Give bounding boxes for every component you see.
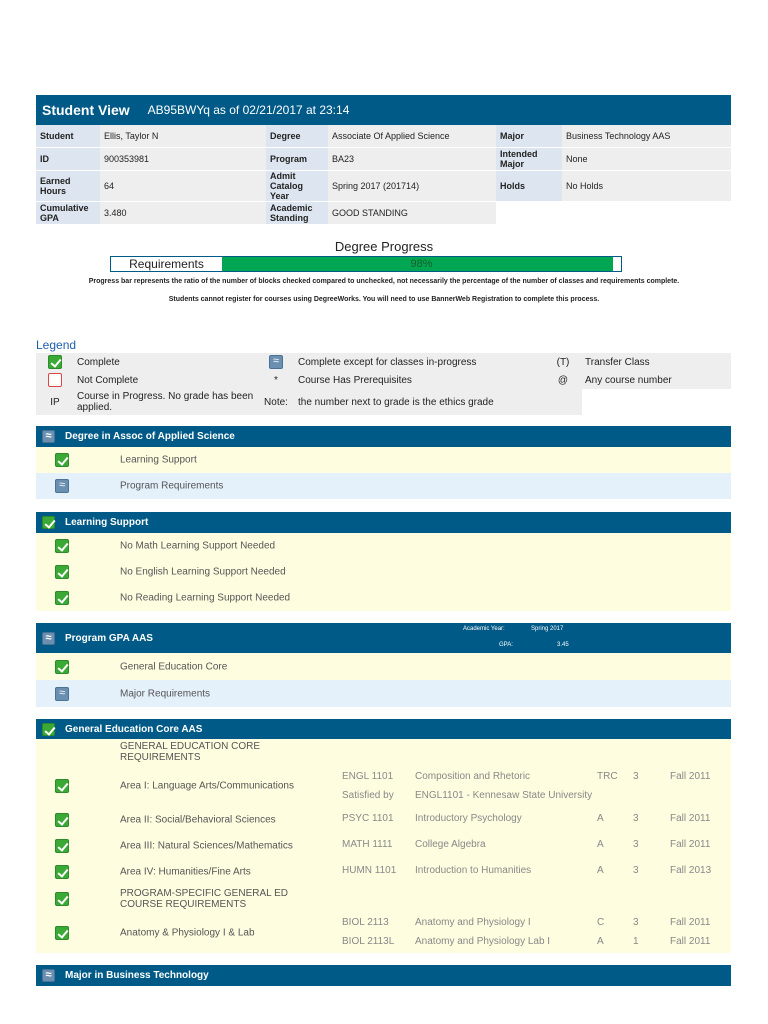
legend-empty <box>582 389 731 415</box>
major-value: Business Technology AAS <box>562 125 731 148</box>
approx-icon: ≈ <box>42 969 55 982</box>
empty-cell <box>496 202 562 225</box>
section-label: GENERAL EDUCATION CORE REQUIREMENTS <box>120 741 261 763</box>
empty-cell <box>562 202 731 225</box>
approx-icon: ≈ <box>55 687 69 701</box>
requirement-label: No Math Learning Support Needed <box>120 540 276 552</box>
satisfied-by-label: Satisfied by <box>342 790 394 801</box>
note-label: Note: <box>257 389 295 415</box>
requirement-row-anatomy <box>36 913 731 953</box>
course-grade: A <box>597 936 604 947</box>
section-label-row <box>36 739 731 765</box>
check-icon <box>55 779 69 793</box>
legend-prereq: Course Has Prerequisites <box>295 371 544 389</box>
course-term: Fall 2011 <box>670 917 711 928</box>
legend-complete-except: Complete except for classes in-progress <box>295 353 544 371</box>
course-credits: 1 <box>633 936 639 947</box>
check-icon <box>55 539 69 553</box>
requirement-label: Major Requirements <box>120 688 211 699</box>
requirement-row <box>36 653 731 680</box>
course-credits: 3 <box>633 917 639 928</box>
gpa-value: 3.480 <box>100 202 266 225</box>
requirement-label: No Reading Learning Support Needed <box>120 592 291 604</box>
legend-not-complete: Not Complete <box>74 371 257 389</box>
prereq-symbol: * <box>257 371 295 389</box>
approx-icon: ≈ <box>42 632 55 645</box>
check-icon <box>42 516 55 529</box>
check-icon <box>55 565 69 579</box>
earned-hours-label: Earned Hours <box>36 171 100 202</box>
program-gpa-value: 3.45 <box>557 642 569 648</box>
check-icon <box>55 892 69 906</box>
course-credits: 3 <box>633 813 639 824</box>
requirement-row <box>36 585 731 611</box>
standing-label: Academic Standing <box>266 202 328 225</box>
check-icon <box>55 660 69 674</box>
transfer-symbol: (T) <box>544 353 582 371</box>
course-number: PSYC 1101 <box>342 813 394 824</box>
check-icon <box>55 839 69 853</box>
intended-major-label: Intended Major <box>496 148 562 171</box>
block-title: Major in Business Technology <box>65 970 209 981</box>
block-title: Degree in Assoc of Applied Science <box>65 431 235 442</box>
section-label-row <box>36 885 731 913</box>
progress-percent: 98% <box>410 258 433 270</box>
gpa-label: Cumulative GPA <box>36 202 100 225</box>
registration-note: Students cannot register for courses using DegreeWorks. You will need to use BannerWeb Registration to complete this process. <box>168 296 600 303</box>
program-label: Program <box>266 148 328 171</box>
requirements-label: Requirements <box>129 257 204 271</box>
program-gpa-label: GPA: <box>499 642 513 648</box>
program-value: BA23 <box>328 148 496 171</box>
legend-transfer: Transfer Class <box>582 353 731 371</box>
section-label: PROGRAM-SPECIFIC GENERAL ED COURSE REQUIREMENTS <box>120 888 288 910</box>
course-title: Anatomy and Physiology I <box>415 917 531 928</box>
course-title: Introductory Psychology <box>415 813 522 824</box>
intended-major-value: None <box>562 148 731 171</box>
course-title: Anatomy and Physiology Lab I <box>415 936 551 947</box>
requirement-label: Area IV: Humanities/Fine Arts <box>120 866 251 878</box>
block-title: General Education Core AAS <box>65 723 203 735</box>
course-number: BIOL 2113 <box>342 917 389 928</box>
degree-label: Degree <box>266 125 328 148</box>
course-credits: 3 <box>633 839 639 850</box>
check-icon <box>55 926 69 940</box>
block-title: Program GPA AAS <box>65 632 153 644</box>
block-header-degree[interactable] <box>36 426 731 447</box>
course-term: Fall 2011 <box>670 771 711 782</box>
student-value: Ellis, Taylor N <box>100 125 266 148</box>
requirement-row <box>36 559 731 585</box>
course-grade: A <box>597 839 604 850</box>
course-grade: TRC <box>597 771 618 782</box>
block-header-gen-ed[interactable] <box>36 719 731 739</box>
legend-any-course: Any course number <box>582 371 731 389</box>
id-label: ID <box>36 148 100 171</box>
standing-value: GOOD STANDING <box>328 202 496 225</box>
earned-hours-value: 64 <box>100 171 266 202</box>
ip-symbol: IP <box>36 389 74 415</box>
course-term: Fall 2011 <box>670 813 711 824</box>
course-grade: A <box>597 865 604 876</box>
student-label: Student <box>36 125 100 148</box>
course-title: Composition and Rhetoric <box>415 771 531 782</box>
satisfied-by-value: ENGL1101 - Kennesaw State University <box>415 790 593 801</box>
approx-icon: ≈ <box>55 479 69 493</box>
check-icon <box>55 813 69 827</box>
degree-progress-title: Degree Progress <box>334 239 434 254</box>
approx-icon: ≈ <box>269 355 283 369</box>
legend-in-progress: Course in Progress. No grade has been applied. <box>74 389 257 415</box>
requirement-label: Learning Support <box>120 454 197 466</box>
student-view-subtitle: AB95BWYq as of 02/21/2017 at 23:14 <box>147 103 350 117</box>
course-term: Fall 2011 <box>670 936 711 947</box>
block-header-program-gpa[interactable] <box>36 623 731 653</box>
holds-value: No Holds <box>562 171 731 202</box>
legend-empty <box>544 389 582 415</box>
check-icon <box>42 723 55 736</box>
requirement-row <box>36 473 731 499</box>
requirement-row <box>36 533 731 559</box>
requirement-row <box>36 680 731 707</box>
check-icon <box>55 453 69 467</box>
admit-catalog-value: Spring 2017 (201714) <box>328 171 496 202</box>
legend-complete: Complete <box>74 353 257 371</box>
admit-catalog-label: Admit Catalog Year <box>266 171 328 202</box>
course-term: Fall 2013 <box>670 865 712 876</box>
course-title: College Algebra <box>415 839 486 850</box>
requirement-label: Anatomy & Physiology I & Lab <box>120 927 255 939</box>
requirement-row <box>36 447 731 473</box>
check-icon <box>55 591 69 605</box>
course-grade: A <box>597 813 604 824</box>
academic-year-value: Spring 2017 <box>531 626 564 632</box>
block-header-learning-support[interactable] <box>36 512 731 533</box>
requirement-row-area-3 <box>36 833 731 859</box>
course-title: Introduction to Humanities <box>415 865 532 876</box>
requirement-label: Program Requirements <box>120 480 224 492</box>
requirement-row-area-2 <box>36 807 731 833</box>
student-view-header <box>36 95 731 125</box>
requirement-label: No English Learning Support Needed <box>120 566 286 578</box>
id-value: 900353981 <box>100 148 266 171</box>
course-number: ENGL 1101 <box>342 771 394 782</box>
course-credits: 3 <box>633 865 639 876</box>
requirement-row-area-4 <box>36 859 731 885</box>
course-number: BIOL 2113L <box>342 936 395 947</box>
course-number: MATH 1111 <box>342 839 393 850</box>
requirement-label: Area I: Language Arts/Communications <box>120 780 294 792</box>
check-icon <box>55 865 69 879</box>
student-info-table <box>36 125 731 225</box>
degree-progress-bar <box>110 256 622 272</box>
course-term: Fall 2011 <box>670 839 711 850</box>
course-credits: 3 <box>633 771 639 782</box>
legend-title: Legend <box>36 338 77 352</box>
approx-icon: ≈ <box>42 430 55 443</box>
empty-box-icon <box>48 373 62 387</box>
block-header-major[interactable] <box>36 965 731 986</box>
legend-note: the number next to grade is the ethics grade <box>295 389 544 415</box>
legend-table <box>36 353 731 415</box>
requirement-label: Area II: Social/Behavioral Sciences <box>120 814 276 826</box>
requirement-label: Area III: Natural Sciences/Mathematics <box>120 840 293 852</box>
requirement-row-area-1 <box>36 765 731 807</box>
academic-year-label: Academic Year: <box>463 626 505 632</box>
holds-label: Holds <box>496 171 562 202</box>
degree-value: Associate Of Applied Science <box>328 125 496 148</box>
student-view-title: Student View <box>42 102 130 118</box>
course-number: HUMN 1101 <box>342 865 397 876</box>
check-icon <box>48 355 62 369</box>
major-label: Major <box>496 125 562 148</box>
any-course-symbol: @ <box>544 371 582 389</box>
requirement-label: General Education Core <box>120 661 228 672</box>
block-title: Learning Support <box>65 517 149 528</box>
progress-note: Progress bar represents the ratio of the number of blocks checked compared to unchecked, not necessarily the percentage of the number of classes and requirements complete. <box>88 278 680 285</box>
course-grade: C <box>597 917 605 928</box>
